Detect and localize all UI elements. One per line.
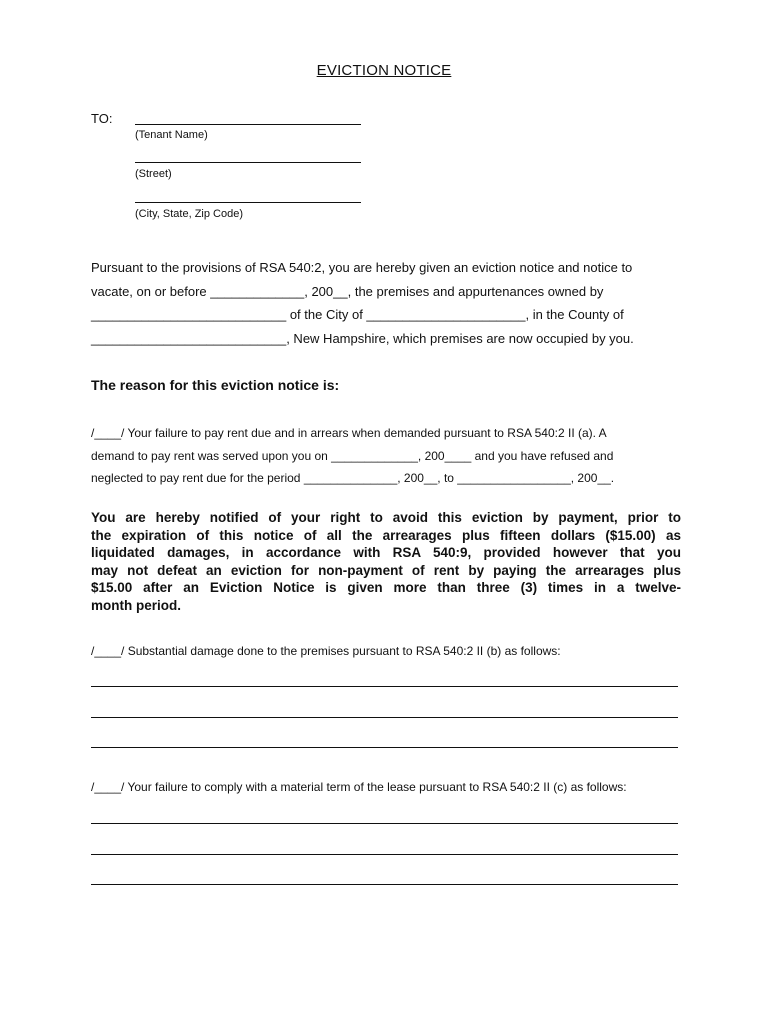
reason-c-line-2[interactable] — [91, 854, 678, 855]
city-state-zip-line[interactable] — [135, 202, 361, 203]
page-title: EVICTION NOTICE — [316, 62, 452, 79]
notice-line: liquidated damages, in accordance with RSA 540:9, provided however that you — [91, 545, 681, 560]
notice-line: You are hereby notified of your right to avoid this eviction by payment, prior to — [91, 510, 681, 525]
tenant-name-caption: (Tenant Name) — [135, 129, 208, 141]
reason-heading: The reason for this eviction notice is: — [91, 377, 340, 393]
notice-line: $15.00 after an Eviction Notice is given more than three (3) times in a twelve- — [91, 580, 681, 595]
notice-line: month period. — [91, 597, 181, 613]
notice-line: may not defeat an eviction for non-payment of rent by paying the arrearages plus — [91, 562, 681, 578]
reason-a-line: demand to pay rent was served upon you on _____________, 200____ and you have refused and — [91, 448, 614, 463]
reason-b-line-3[interactable] — [91, 747, 678, 748]
street-line[interactable] — [135, 162, 361, 163]
intro-line: ___________________________ of the City of ______________________, in the County of — [91, 307, 624, 322]
intro-line: Pursuant to the provisions of RSA 540:2, you are hereby given an eviction notice and notice to — [91, 260, 633, 275]
reason-c-line-3[interactable] — [91, 884, 678, 885]
reason-c-line-1[interactable] — [91, 823, 678, 824]
reason-c-item: /____/ Your failure to comply with a material term of the lease pursuant to RSA 540:2 II (c) as follows: — [91, 780, 627, 794]
reason-a-line: neglected to pay rent due for the period ______________, 200__, to _________________, 200__. — [91, 471, 615, 485]
payment-notice-paragraph — [91, 509, 681, 614]
reason-b-line-2[interactable] — [91, 717, 678, 718]
reason-b-item: /____/ Substantial damage done to the premises pursuant to RSA 540:2 II (b) as follows: — [91, 644, 561, 658]
intro-paragraph — [91, 256, 681, 350]
to-label: TO: — [91, 111, 113, 126]
tenant-name-line[interactable] — [135, 124, 361, 125]
intro-line: ___________________________, New Hampshire, which premises are now occupied by you. — [91, 330, 634, 346]
reason-a-paragraph — [91, 422, 681, 490]
city-state-zip-caption: (City, State, Zip Code) — [135, 208, 243, 220]
street-caption: (Street) — [135, 168, 172, 180]
reason-a-line: /____/ Your failure to pay rent due and in arrears when demanded pursuant to RSA 540:2 II (a). A — [91, 426, 607, 440]
reason-b-line-1[interactable] — [91, 686, 678, 687]
notice-line: the expiration of this notice of all the arrearages plus fifteen dollars ($15.00) as — [91, 527, 681, 543]
intro-line: vacate, on or before _____________, 200__, the premises and appurtenances owned by — [91, 283, 604, 299]
